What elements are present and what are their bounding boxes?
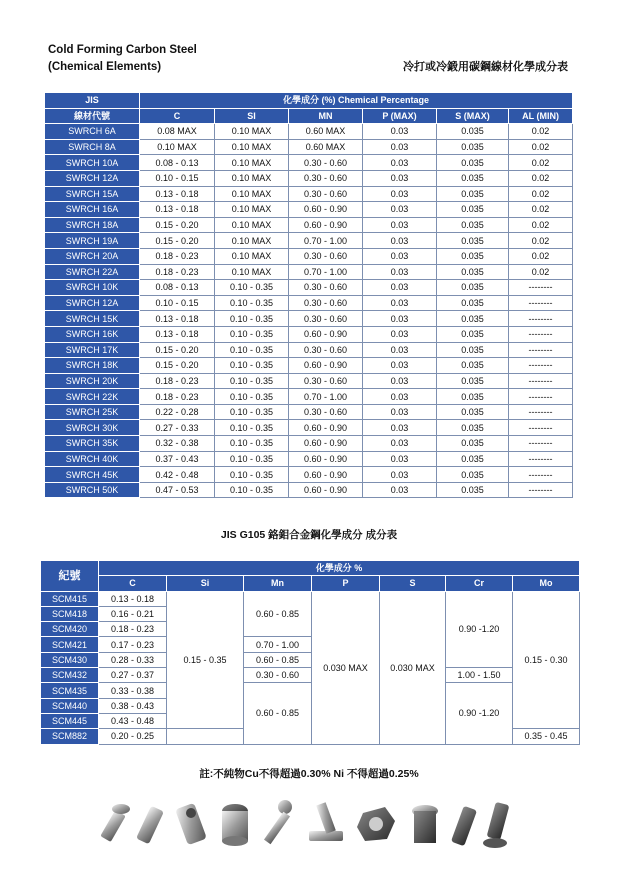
grade-cell: SWRCH 40K bbox=[45, 451, 140, 467]
mn-cell: 0.60 - 0.85 bbox=[244, 591, 312, 637]
value-cell: 0.15 - 0.20 bbox=[140, 217, 215, 233]
grade-cell: SWRCH 8A bbox=[45, 139, 140, 155]
value-cell: -------- bbox=[509, 482, 573, 498]
value-cell: 0.32 - 0.38 bbox=[140, 436, 215, 452]
title-en bbox=[48, 42, 197, 76]
value-cell: 0.60 - 0.90 bbox=[289, 436, 363, 452]
value-cell: 0.10 MAX bbox=[215, 139, 289, 155]
value-cell: -------- bbox=[509, 467, 573, 483]
carbon-steel-table bbox=[44, 92, 573, 498]
value-cell: 0.03 bbox=[363, 295, 437, 311]
value-cell: 0.18 - 0.23 bbox=[140, 389, 215, 405]
value-cell: 0.035 bbox=[437, 202, 509, 218]
grade-cell: SWRCH 15A bbox=[45, 186, 140, 202]
value-cell: 0.02 bbox=[509, 248, 573, 264]
column-header: SI bbox=[215, 108, 289, 124]
value-cell: 0.10 MAX bbox=[140, 139, 215, 155]
value-cell: 0.03 bbox=[363, 358, 437, 374]
value-cell: 0.70 - 1.00 bbox=[289, 233, 363, 249]
value-cell: 0.10 MAX bbox=[215, 186, 289, 202]
value-cell: 0.03 bbox=[363, 482, 437, 498]
value-cell: 0.18 - 0.23 bbox=[140, 264, 215, 280]
grade-cell: SCM415 bbox=[41, 591, 99, 606]
value-cell: 0.10 MAX bbox=[215, 217, 289, 233]
table-row bbox=[45, 139, 573, 155]
value-cell: 0.60 - 0.90 bbox=[289, 202, 363, 218]
value-cell: 0.10 MAX bbox=[215, 202, 289, 218]
grade-cell: SWRCH 35K bbox=[45, 436, 140, 452]
value-cell: -------- bbox=[509, 373, 573, 389]
col-mn: Mn bbox=[244, 576, 312, 591]
value-cell: 0.13 - 0.18 bbox=[140, 186, 215, 202]
table-row bbox=[45, 233, 573, 249]
value-cell: 0.035 bbox=[437, 264, 509, 280]
stud-icon bbox=[136, 806, 164, 845]
stepped-pin-icon bbox=[451, 806, 477, 846]
value-cell: -------- bbox=[509, 389, 573, 405]
value-cell: 0.47 - 0.53 bbox=[140, 482, 215, 498]
mn-cell: 0.60 - 0.85 bbox=[244, 652, 312, 667]
column-header: MN bbox=[289, 108, 363, 124]
value-cell: 0.035 bbox=[437, 342, 509, 358]
table-row bbox=[45, 342, 573, 358]
alloy-steel-table bbox=[40, 560, 580, 745]
c-cell: 0.33 - 0.38 bbox=[99, 683, 167, 698]
table-row bbox=[45, 264, 573, 280]
value-cell: 0.035 bbox=[437, 358, 509, 374]
alloy-steel-title: JIS G105 鉻鉬合金鋼化學成分 成分表 bbox=[220, 529, 398, 541]
grade-cell: SCM432 bbox=[41, 668, 99, 683]
column-header: AL (MIN) bbox=[509, 108, 573, 124]
value-cell: 0.60 - 0.90 bbox=[289, 217, 363, 233]
value-cell: 0.03 bbox=[363, 311, 437, 327]
value-cell: 0.03 bbox=[363, 186, 437, 202]
chem-percent-header: 化學成分 % bbox=[99, 561, 580, 576]
value-cell: 0.02 bbox=[509, 155, 573, 171]
table-row bbox=[45, 467, 573, 483]
value-cell: 0.10 - 0.15 bbox=[140, 295, 215, 311]
col-c: C bbox=[99, 576, 167, 591]
grade-cell: SCM430 bbox=[41, 652, 99, 667]
value-cell: 0.10 MAX bbox=[215, 248, 289, 264]
value-cell: 0.03 bbox=[363, 436, 437, 452]
c-cell: 0.38 - 0.43 bbox=[99, 698, 167, 713]
table-row bbox=[45, 358, 573, 374]
value-cell: 0.18 - 0.23 bbox=[140, 248, 215, 264]
value-cell: 0.10 - 0.35 bbox=[215, 326, 289, 342]
si-cell: 0.15 - 0.35 bbox=[167, 591, 244, 729]
value-cell: 0.10 - 0.35 bbox=[215, 420, 289, 436]
table-row bbox=[45, 451, 573, 467]
value-cell: 0.10 MAX bbox=[215, 155, 289, 171]
value-cell: 0.02 bbox=[509, 264, 573, 280]
c-cell: 0.27 - 0.37 bbox=[99, 668, 167, 683]
value-cell: 0.15 - 0.20 bbox=[140, 233, 215, 249]
value-cell: 0.035 bbox=[437, 420, 509, 436]
value-cell: 0.10 - 0.35 bbox=[215, 451, 289, 467]
table-row bbox=[45, 404, 573, 420]
fastener-parts-image bbox=[95, 793, 525, 853]
jis-header: JIS bbox=[45, 93, 140, 109]
value-cell: 0.02 bbox=[509, 217, 573, 233]
value-cell: 0.10 MAX bbox=[215, 264, 289, 280]
value-cell: 0.035 bbox=[437, 389, 509, 405]
chemical-percentage-header: 化學成分 (%) Chemical Percentage bbox=[140, 93, 573, 109]
table-row bbox=[45, 436, 573, 452]
pin-icon bbox=[175, 803, 207, 846]
value-cell: -------- bbox=[509, 436, 573, 452]
value-cell: 0.035 bbox=[437, 482, 509, 498]
col-s: S bbox=[380, 576, 446, 591]
wheel-bolt-icon bbox=[483, 802, 509, 848]
value-cell: 0.02 bbox=[509, 202, 573, 218]
value-cell: 0.15 - 0.20 bbox=[140, 358, 215, 374]
table-row bbox=[45, 155, 573, 171]
table-row bbox=[45, 186, 573, 202]
title-en-line2: (Chemical Elements) bbox=[48, 61, 162, 73]
grade-cell: SWRCH 19A bbox=[45, 233, 140, 249]
value-cell: 0.08 MAX bbox=[140, 124, 215, 140]
value-cell: 0.60 - 0.90 bbox=[289, 451, 363, 467]
column-header: C bbox=[140, 108, 215, 124]
value-cell: 0.03 bbox=[363, 326, 437, 342]
value-cell: 0.30 - 0.60 bbox=[289, 404, 363, 420]
value-cell: 0.10 MAX bbox=[215, 124, 289, 140]
table-row bbox=[45, 202, 573, 218]
value-cell: 0.10 - 0.35 bbox=[215, 280, 289, 296]
s-cell: 0.030 MAX bbox=[380, 591, 446, 744]
column-header: P (MAX) bbox=[363, 108, 437, 124]
value-cell: 0.03 bbox=[363, 124, 437, 140]
value-cell: 0.03 bbox=[363, 451, 437, 467]
value-cell: 0.10 - 0.35 bbox=[215, 358, 289, 374]
grade-cell: SCM440 bbox=[41, 698, 99, 713]
mn-cell: 0.60 - 0.85 bbox=[244, 683, 312, 744]
value-cell: 0.30 - 0.60 bbox=[289, 186, 363, 202]
grade-cell: SWRCH 10K bbox=[45, 280, 140, 296]
value-cell: 0.10 - 0.35 bbox=[215, 436, 289, 452]
t-bolt-icon bbox=[309, 802, 343, 841]
value-cell: 0.02 bbox=[509, 124, 573, 140]
c-cell: 0.17 - 0.23 bbox=[99, 637, 167, 652]
grade-cell: SWRCH 22A bbox=[45, 264, 140, 280]
value-cell: 0.37 - 0.43 bbox=[140, 451, 215, 467]
value-cell: -------- bbox=[509, 420, 573, 436]
title-en-line1: Cold Forming Carbon Steel bbox=[48, 44, 197, 56]
value-cell: 0.70 - 1.00 bbox=[289, 389, 363, 405]
value-cell: 0.035 bbox=[437, 186, 509, 202]
ball-stud-icon bbox=[264, 800, 292, 844]
table-row bbox=[45, 482, 573, 498]
table-row bbox=[45, 295, 573, 311]
value-cell: 0.035 bbox=[437, 311, 509, 327]
table-row bbox=[45, 170, 573, 186]
grade-cell: SWRCH 45K bbox=[45, 467, 140, 483]
c-cell: 0.28 - 0.33 bbox=[99, 652, 167, 667]
bolt-icon bbox=[100, 804, 130, 842]
value-cell: 0.10 - 0.35 bbox=[215, 311, 289, 327]
table-row bbox=[45, 326, 573, 342]
grade-cell: SCM882 bbox=[41, 729, 99, 744]
value-cell: 0.035 bbox=[437, 295, 509, 311]
table-row bbox=[45, 248, 573, 264]
value-cell: 0.60 MAX bbox=[289, 139, 363, 155]
value-cell: 0.035 bbox=[437, 404, 509, 420]
value-cell: 0.03 bbox=[363, 233, 437, 249]
value-cell: 0.70 - 1.00 bbox=[289, 264, 363, 280]
value-cell: 0.035 bbox=[437, 139, 509, 155]
table-row bbox=[45, 389, 573, 405]
p-cell: 0.030 MAX bbox=[312, 591, 380, 744]
value-cell: 0.22 - 0.28 bbox=[140, 404, 215, 420]
table-row bbox=[45, 420, 573, 436]
value-cell: 0.13 - 0.18 bbox=[140, 311, 215, 327]
value-cell: 0.30 - 0.60 bbox=[289, 280, 363, 296]
value-cell: 0.03 bbox=[363, 404, 437, 420]
value-cell: 0.60 - 0.90 bbox=[289, 420, 363, 436]
table-row bbox=[45, 217, 573, 233]
value-cell: 0.60 MAX bbox=[289, 124, 363, 140]
value-cell: 0.10 MAX bbox=[215, 233, 289, 249]
c-cell: 0.20 - 0.25 bbox=[99, 729, 167, 744]
grade-cell: SWRCH 22K bbox=[45, 389, 140, 405]
value-cell: 0.10 - 0.35 bbox=[215, 373, 289, 389]
value-cell: 0.13 - 0.18 bbox=[140, 326, 215, 342]
value-cell: -------- bbox=[509, 326, 573, 342]
nut-icon bbox=[357, 807, 395, 841]
col-p: P bbox=[312, 576, 380, 591]
cr-cell: 0.90 -1.20 bbox=[446, 683, 513, 744]
value-cell: 0.10 MAX bbox=[215, 170, 289, 186]
value-cell: 0.15 - 0.20 bbox=[140, 342, 215, 358]
mn-cell: 0.70 - 1.00 bbox=[244, 637, 312, 652]
c-cell: 0.43 - 0.48 bbox=[99, 713, 167, 728]
grade-cell: SCM420 bbox=[41, 622, 99, 637]
grade-cell: SWRCH 12A bbox=[45, 295, 140, 311]
grade-cell: SWRCH 12A bbox=[45, 170, 140, 186]
mo-cell: 0.15 - 0.30 bbox=[513, 591, 580, 729]
value-cell: 0.035 bbox=[437, 280, 509, 296]
value-cell: -------- bbox=[509, 280, 573, 296]
grade-cell: SWRCH 18A bbox=[45, 217, 140, 233]
value-cell: 0.10 - 0.35 bbox=[215, 467, 289, 483]
value-cell: 0.035 bbox=[437, 217, 509, 233]
value-cell: 0.03 bbox=[363, 139, 437, 155]
value-cell: 0.30 - 0.60 bbox=[289, 248, 363, 264]
value-cell: 0.02 bbox=[509, 186, 573, 202]
col-cr: Cr bbox=[446, 576, 513, 591]
value-cell: 0.18 - 0.23 bbox=[140, 373, 215, 389]
value-cell: 0.60 - 0.90 bbox=[289, 358, 363, 374]
value-cell: 0.035 bbox=[437, 451, 509, 467]
grade-cell: SCM445 bbox=[41, 713, 99, 728]
grade-cell: SWRCH 10A bbox=[45, 155, 140, 171]
value-cell: 0.03 bbox=[363, 217, 437, 233]
value-cell: 0.035 bbox=[437, 373, 509, 389]
column-header: 線材代號 bbox=[45, 108, 140, 124]
value-cell: 0.10 - 0.35 bbox=[215, 482, 289, 498]
table-row bbox=[45, 311, 573, 327]
c-cell: 0.13 - 0.18 bbox=[99, 591, 167, 606]
value-cell: 0.30 - 0.60 bbox=[289, 373, 363, 389]
table-row bbox=[45, 280, 573, 296]
grade-cell: SWRCH 20K bbox=[45, 373, 140, 389]
grade-cell: SWRCH 6A bbox=[45, 124, 140, 140]
mn-cell: 0.30 - 0.60 bbox=[244, 668, 312, 683]
col-si: Si bbox=[167, 576, 244, 591]
c-cell: 0.16 - 0.21 bbox=[99, 606, 167, 621]
value-cell: 0.02 bbox=[509, 170, 573, 186]
value-cell: 0.60 - 0.90 bbox=[289, 326, 363, 342]
value-cell: 0.035 bbox=[437, 233, 509, 249]
value-cell: 0.035 bbox=[437, 248, 509, 264]
value-cell: 0.60 - 0.90 bbox=[289, 482, 363, 498]
value-cell: 0.08 - 0.13 bbox=[140, 280, 215, 296]
value-cell: 0.035 bbox=[437, 155, 509, 171]
col-mo: Mo bbox=[513, 576, 580, 591]
grade-cell: SWRCH 30K bbox=[45, 420, 140, 436]
c-cell: 0.18 - 0.23 bbox=[99, 622, 167, 637]
grade-cell: SCM418 bbox=[41, 606, 99, 621]
value-cell: -------- bbox=[509, 342, 573, 358]
value-cell: -------- bbox=[509, 451, 573, 467]
value-cell: 0.08 - 0.13 bbox=[140, 155, 215, 171]
footnote: 註:不純物Cu不得超過0.30% Ni 不得超過0.25% bbox=[199, 768, 419, 780]
value-cell: 0.035 bbox=[437, 436, 509, 452]
value-cell: 0.03 bbox=[363, 170, 437, 186]
grade-cell: SWRCH 16A bbox=[45, 202, 140, 218]
value-cell: 0.03 bbox=[363, 202, 437, 218]
value-cell: 0.30 - 0.60 bbox=[289, 311, 363, 327]
value-cell: 0.02 bbox=[509, 233, 573, 249]
value-cell: 0.03 bbox=[363, 264, 437, 280]
table-row bbox=[45, 373, 573, 389]
value-cell: 0.035 bbox=[437, 467, 509, 483]
value-cell: -------- bbox=[509, 358, 573, 374]
grade-cell: SWRCH 50K bbox=[45, 482, 140, 498]
cr-cell: 0.90 -1.20 bbox=[446, 591, 513, 667]
value-cell: 0.30 - 0.60 bbox=[289, 155, 363, 171]
grade-cell: SCM435 bbox=[41, 683, 99, 698]
grade-cell: SWRCH 15K bbox=[45, 311, 140, 327]
value-cell: -------- bbox=[509, 404, 573, 420]
value-cell: 0.035 bbox=[437, 124, 509, 140]
mo-cell: 0.35 - 0.45 bbox=[513, 729, 580, 744]
value-cell: 0.03 bbox=[363, 467, 437, 483]
value-cell: 0.10 - 0.35 bbox=[215, 389, 289, 405]
sleeve-icon bbox=[222, 804, 248, 846]
title-zh: 冷打或冷鍛用碳鋼線材化學成分表 bbox=[403, 61, 568, 73]
value-cell: 0.10 - 0.15 bbox=[140, 170, 215, 186]
value-cell: 0.03 bbox=[363, 373, 437, 389]
value-cell: 0.60 - 0.90 bbox=[289, 467, 363, 483]
value-cell: 0.03 bbox=[363, 420, 437, 436]
grade-header: 紀號 bbox=[41, 561, 99, 592]
value-cell: 0.03 bbox=[363, 155, 437, 171]
rivet-nut-icon bbox=[412, 805, 438, 843]
value-cell: -------- bbox=[509, 295, 573, 311]
value-cell: -------- bbox=[509, 311, 573, 327]
grade-cell: SWRCH 25K bbox=[45, 404, 140, 420]
value-cell: 0.035 bbox=[437, 326, 509, 342]
value-cell: 0.30 - 0.60 bbox=[289, 342, 363, 358]
grade-cell: SWRCH 17K bbox=[45, 342, 140, 358]
value-cell: 0.03 bbox=[363, 342, 437, 358]
grade-cell: SWRCH 16K bbox=[45, 326, 140, 342]
value-cell: 0.42 - 0.48 bbox=[140, 467, 215, 483]
grade-cell: SCM421 bbox=[41, 637, 99, 652]
value-cell: 0.13 - 0.18 bbox=[140, 202, 215, 218]
table-row bbox=[45, 124, 573, 140]
value-cell: 0.10 - 0.35 bbox=[215, 342, 289, 358]
value-cell: 0.30 - 0.60 bbox=[289, 295, 363, 311]
value-cell: 0.10 - 0.35 bbox=[215, 404, 289, 420]
grade-cell: SWRCH 20A bbox=[45, 248, 140, 264]
value-cell: 0.03 bbox=[363, 389, 437, 405]
value-cell: 0.27 - 0.33 bbox=[140, 420, 215, 436]
cr-cell: 1.00 - 1.50 bbox=[446, 668, 513, 683]
column-header: S (MAX) bbox=[437, 108, 509, 124]
value-cell: 0.035 bbox=[437, 170, 509, 186]
value-cell: 0.03 bbox=[363, 280, 437, 296]
value-cell: 0.03 bbox=[363, 248, 437, 264]
value-cell: 0.02 bbox=[509, 139, 573, 155]
value-cell: 0.10 - 0.35 bbox=[215, 295, 289, 311]
si-cell-empty bbox=[167, 729, 244, 744]
grade-cell: SWRCH 18K bbox=[45, 358, 140, 374]
value-cell: 0.30 - 0.60 bbox=[289, 170, 363, 186]
